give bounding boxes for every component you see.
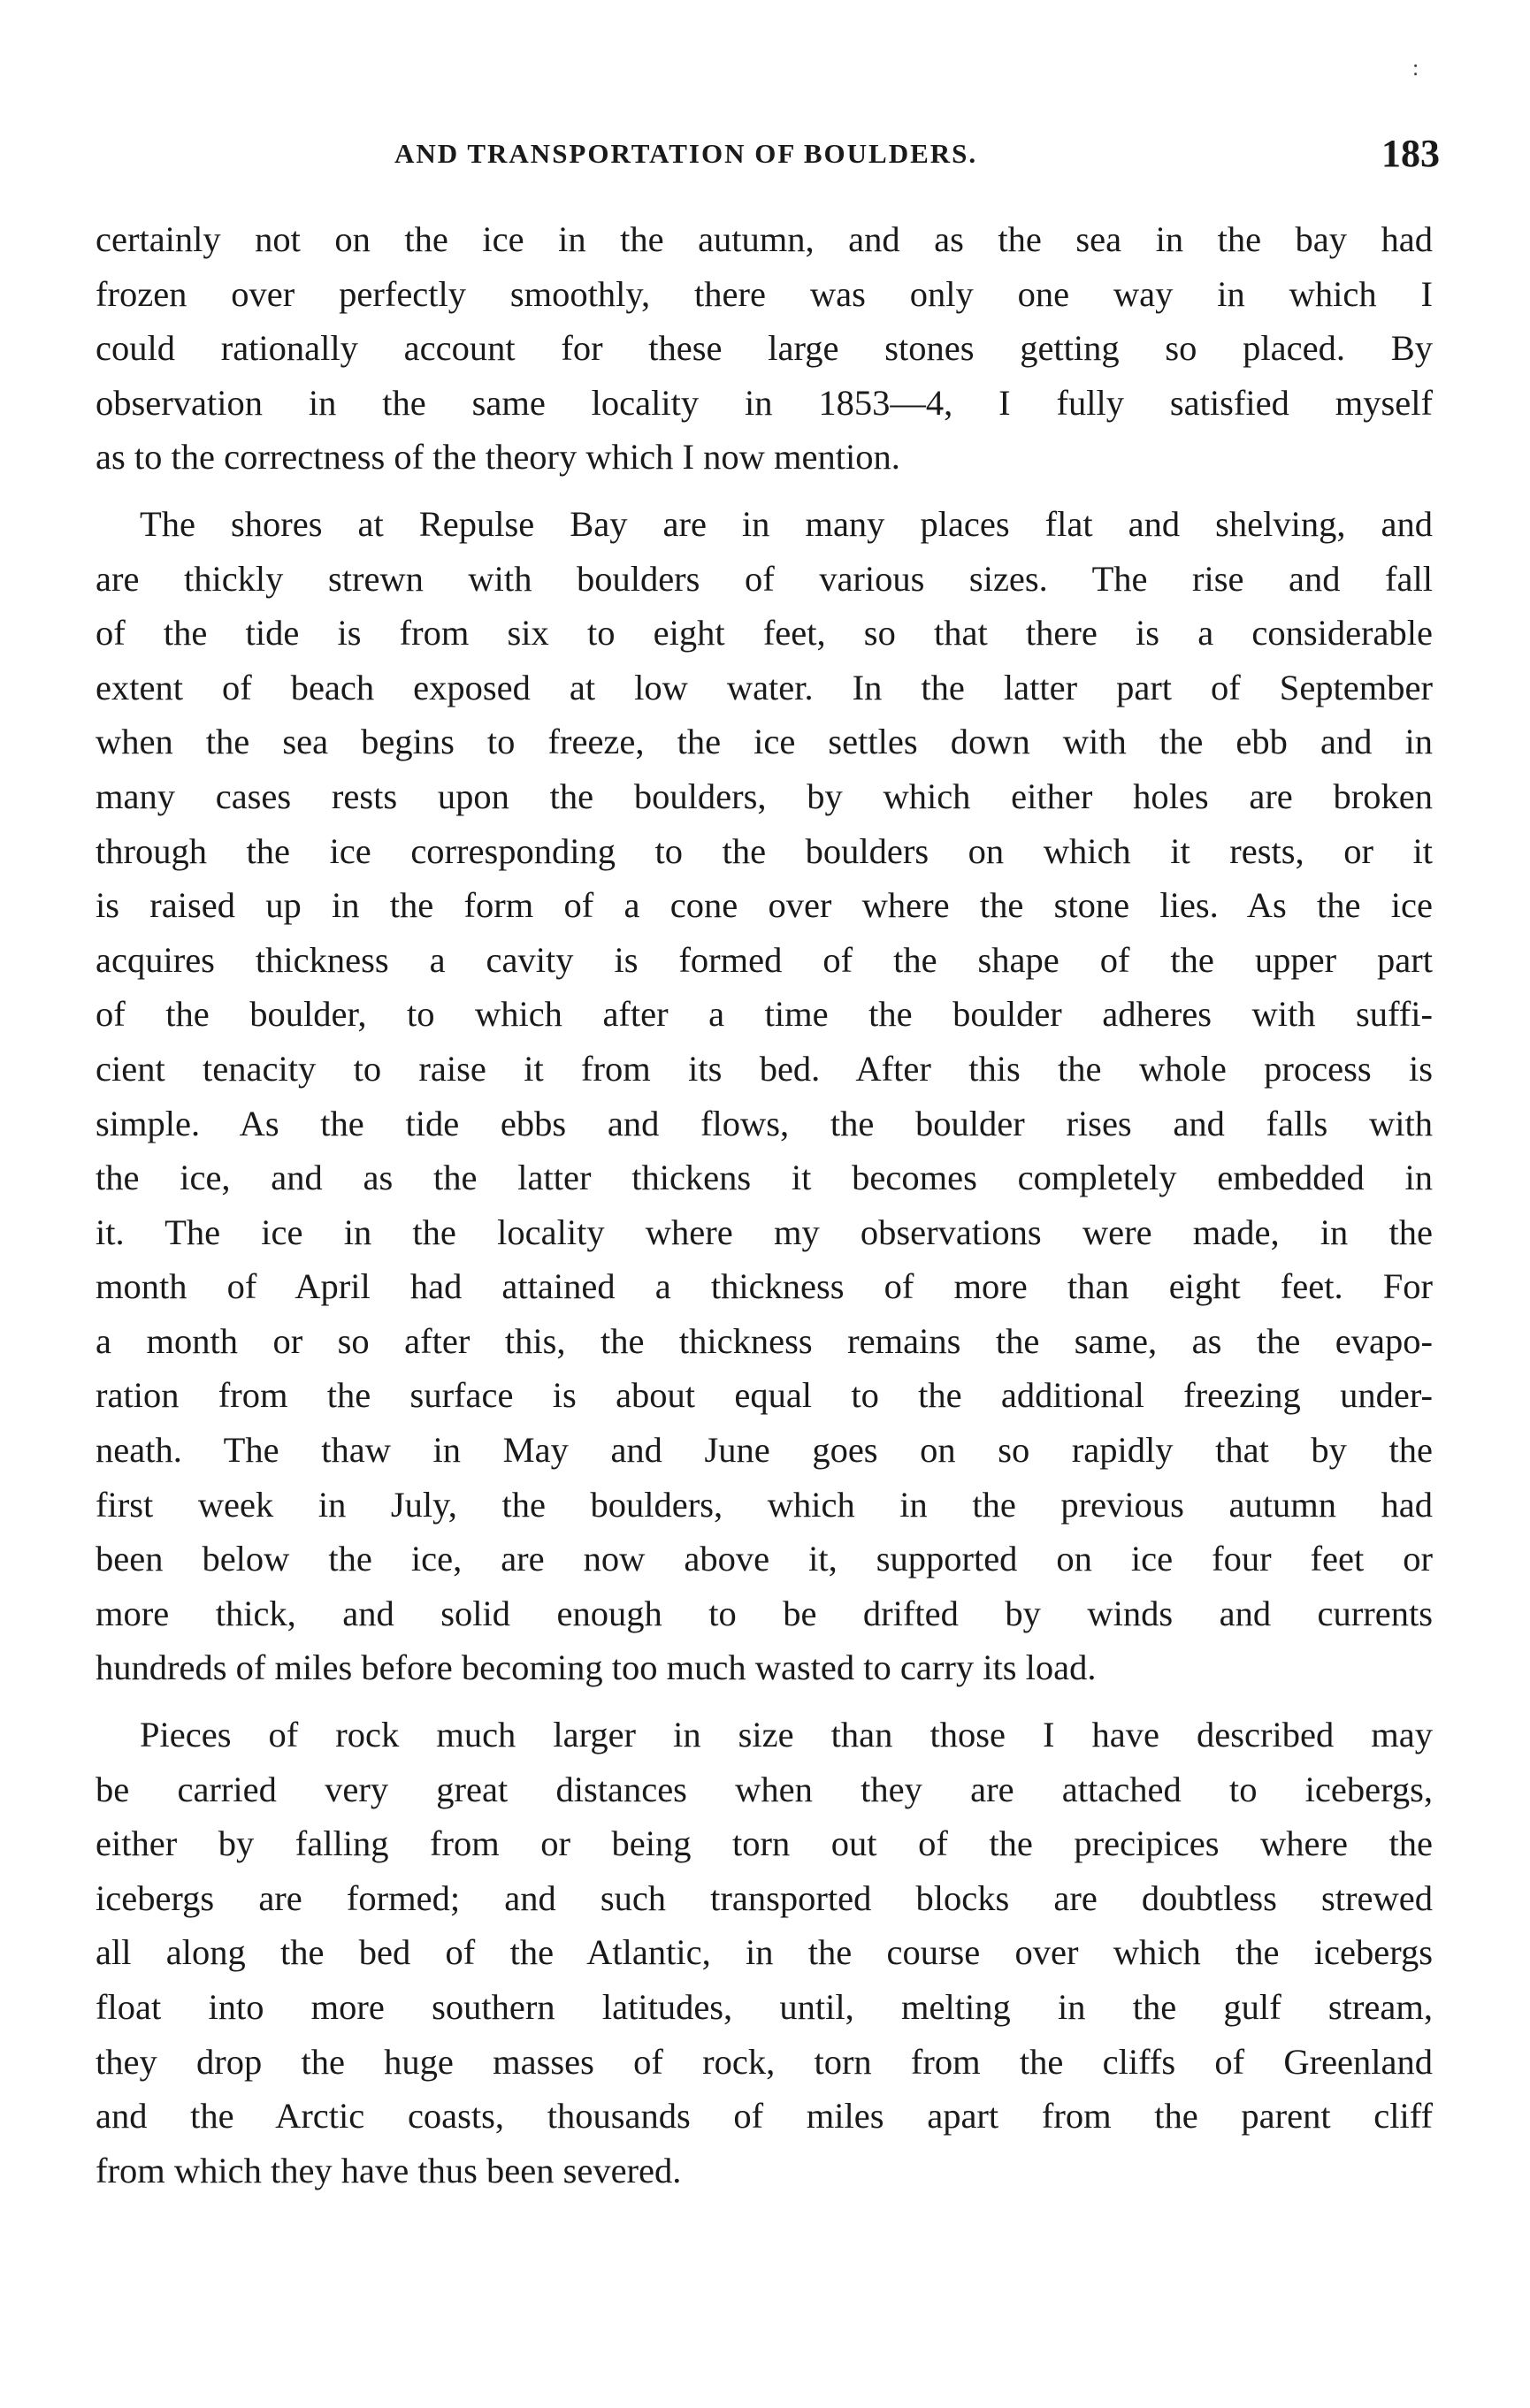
text-line: of the boulder, to which after a time the boulder adheres with suffi- [96, 994, 1433, 1035]
text-line: month of April had attained a thickness of more than eight feet. For [96, 1266, 1433, 1307]
paragraph-2 [96, 497, 1433, 1695]
running-title: AND TRANSPORTATION OF BOULDERS. [394, 138, 978, 169]
text-line: through the ice corresponding to the boulders on which it rests, or it [96, 830, 1433, 871]
page-number: 183 [1381, 132, 1440, 175]
text-line: icebergs are formed; and such transported blocks are doubtless strewed [96, 1877, 1433, 1918]
text-line: is raised up in the form of a cone over where the stone lies. As the ice [96, 885, 1433, 926]
text-line: frozen over perfectly smoothly, there was only one way in which I [96, 273, 1433, 314]
text-line: extent of beach exposed at low water. In the latter part of September [96, 667, 1433, 707]
text-line: neath. The thaw in May and June goes on so rapidly that by the [96, 1430, 1433, 1471]
text-line: more thick, and solid enough to be drifted by winds and currents [96, 1593, 1433, 1633]
text-line: Pieces of rock much larger in size than those I have described may [140, 1715, 1433, 1755]
text-line: they drop the huge masses of rock, torn from the cliffs of Greenland [96, 2041, 1433, 2082]
text-line: are thickly strewn with boulders of various sizes. The rise and fall [96, 558, 1433, 599]
text-line: when the sea begins to freeze, the ice settles down with the ebb and in [96, 722, 1433, 762]
text-line: either by falling from or being torn out of the precipices where the [96, 1823, 1433, 1864]
text-line: certainly not on the ice in the autumn, and as the sea in the bay had [96, 219, 1433, 259]
text-line: observation in the same locality in 1853—4, I fully satisfied myself [96, 382, 1433, 423]
text-line: the ice, and as the latter thickens it becomes completely embedded in [96, 1158, 1433, 1198]
text-line: it. The ice in the locality where my observations were made, in the [96, 1212, 1433, 1252]
text-line: ration from the surface is about equal to the additional freezing under- [96, 1375, 1433, 1416]
text-line: a month or so after this, the thickness remains the same, as the evapo- [96, 1320, 1433, 1361]
paragraph-1 [96, 212, 1433, 485]
text-line: could rationally account for these large stones getting so placed. By [96, 328, 1433, 369]
text-line: be carried very great distances when they are attached to icebergs, [96, 1769, 1433, 1809]
margin-mark: : [1412, 55, 1419, 80]
text-line: been below the ice, are now above it, supported on ice four feet or [96, 1539, 1433, 1579]
text-line: cient tenacity to raise it from its bed. After this the whole process is [96, 1048, 1433, 1089]
text-line: acquires thickness a cavity is formed of the shape of the upper part [96, 939, 1433, 980]
text-line: many cases rests upon the boulders, by which either holes are broken [96, 776, 1433, 816]
text-line: hundreds of miles before becoming too much wasted to carry its load. [96, 1647, 1097, 1688]
text-line: all along the bed of the Atlantic, in the course over which the icebergs [96, 1932, 1433, 1973]
text-line: first week in July, the boulders, which in the previous autumn had [96, 1484, 1433, 1525]
running-head [96, 131, 1440, 184]
text-line: from which they have thus been severed. [96, 2150, 682, 2190]
text-line: as to the correctness of the theory which I now mention. [96, 437, 900, 478]
text-line: and the Arctic coasts, thousands of miles apart from the parent cliff [96, 2096, 1433, 2137]
paragraph-3 [96, 1708, 1433, 2198]
body-text [96, 212, 1433, 2198]
text-line: float into more southern latitudes, until, melting in the gulf stream, [96, 1987, 1433, 2027]
text-line: of the tide is from six to eight feet, so that there is a considerable [96, 613, 1433, 654]
text-line: The shores at Repulse Bay are in many places flat and shelving, and [140, 503, 1433, 544]
text-line: simple. As the tide ebbs and flows, the boulder rises and falls with [96, 1103, 1433, 1143]
